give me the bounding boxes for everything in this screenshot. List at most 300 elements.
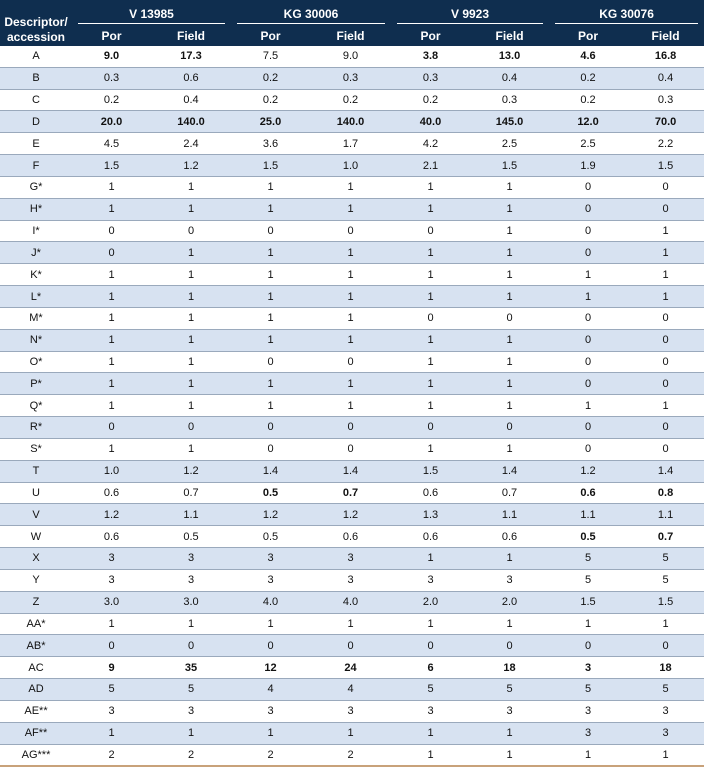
table-cell: 5 bbox=[470, 679, 549, 701]
table-cell: 1 bbox=[151, 286, 231, 308]
table-row bbox=[0, 460, 704, 482]
table-cell: 1 bbox=[549, 395, 627, 417]
row-descriptor: G* bbox=[0, 176, 72, 198]
table-cell: 1 bbox=[549, 613, 627, 635]
table-cell: 5 bbox=[391, 679, 470, 701]
table-cell: 1.3 bbox=[391, 504, 470, 526]
table-cell: 24 bbox=[310, 657, 391, 679]
table-cell: 0 bbox=[310, 635, 391, 657]
table-cell: 1.5 bbox=[627, 591, 704, 613]
table-cell: 0.2 bbox=[549, 67, 627, 89]
table-cell: 0 bbox=[549, 351, 627, 373]
table-cell: 13.0 bbox=[470, 46, 549, 67]
table-cell: 1 bbox=[151, 264, 231, 286]
table-cell: 0 bbox=[627, 635, 704, 657]
table-row bbox=[0, 67, 704, 89]
table-cell: 0 bbox=[231, 351, 310, 373]
table-cell: 1 bbox=[391, 329, 470, 351]
row-descriptor: W bbox=[0, 526, 72, 548]
table-cell: 1 bbox=[151, 351, 231, 373]
table-cell: 0 bbox=[549, 438, 627, 460]
table-cell: 0.8 bbox=[627, 482, 704, 504]
table-cell: 3 bbox=[470, 569, 549, 591]
table-cell: 0.6 bbox=[470, 526, 549, 548]
table-row bbox=[0, 176, 704, 198]
table-cell: 1 bbox=[72, 613, 151, 635]
table-cell: 1 bbox=[627, 264, 704, 286]
table-cell: 0 bbox=[470, 307, 549, 329]
table-cell: 0 bbox=[627, 438, 704, 460]
table-cell: 1.5 bbox=[470, 155, 549, 177]
table-cell: 0 bbox=[549, 220, 627, 242]
table-cell: 1 bbox=[549, 286, 627, 308]
table-cell: 1.1 bbox=[549, 504, 627, 526]
table-cell: 3 bbox=[549, 657, 627, 679]
table-cell: 3 bbox=[151, 548, 231, 570]
table-cell: 9.0 bbox=[310, 46, 391, 67]
table-cell: 1.4 bbox=[231, 460, 310, 482]
table-cell: 3 bbox=[72, 548, 151, 570]
table-cell: 2.0 bbox=[470, 591, 549, 613]
table-cell: 9 bbox=[72, 657, 151, 679]
table-cell: 4.5 bbox=[72, 133, 151, 155]
table-row bbox=[0, 417, 704, 439]
table-cell: 16.8 bbox=[627, 46, 704, 67]
row-descriptor: J* bbox=[0, 242, 72, 264]
row-descriptor: F bbox=[0, 155, 72, 177]
table-cell: 1 bbox=[72, 722, 151, 744]
row-descriptor: I* bbox=[0, 220, 72, 242]
table-row bbox=[0, 155, 704, 177]
table-cell: 1 bbox=[470, 264, 549, 286]
table-cell: 1 bbox=[470, 242, 549, 264]
table-cell: 1.2 bbox=[151, 460, 231, 482]
table-cell: 1 bbox=[231, 286, 310, 308]
table-cell: 0 bbox=[627, 373, 704, 395]
row-descriptor: AD bbox=[0, 679, 72, 701]
row-descriptor: K* bbox=[0, 264, 72, 286]
table-cell: 0.4 bbox=[470, 67, 549, 89]
row-descriptor: R* bbox=[0, 417, 72, 439]
table-cell: 1.5 bbox=[391, 460, 470, 482]
table-cell: 1.0 bbox=[72, 460, 151, 482]
table-cell: 1 bbox=[231, 242, 310, 264]
table-cell: 0.3 bbox=[310, 67, 391, 89]
row-descriptor: AA* bbox=[0, 613, 72, 635]
table-cell: 3 bbox=[549, 700, 627, 722]
table-cell: 0 bbox=[72, 417, 151, 439]
table-cell: 1 bbox=[549, 264, 627, 286]
table-cell: 3 bbox=[231, 569, 310, 591]
table-cell: 0 bbox=[391, 307, 470, 329]
table-cell: 1 bbox=[151, 395, 231, 417]
table-cell: 0.7 bbox=[627, 526, 704, 548]
table-cell: 0.6 bbox=[310, 526, 391, 548]
table-cell: 1 bbox=[72, 176, 151, 198]
table-cell: 0 bbox=[549, 635, 627, 657]
table-cell: 1 bbox=[391, 722, 470, 744]
table-cell: 0.2 bbox=[391, 89, 470, 111]
table-cell: 0 bbox=[231, 220, 310, 242]
table-cell: 1.5 bbox=[549, 591, 627, 613]
table-cell: 2 bbox=[72, 744, 151, 766]
table-cell: 1 bbox=[470, 548, 549, 570]
accession-name: KG 30076 bbox=[555, 7, 698, 24]
table-cell: 3 bbox=[470, 700, 549, 722]
table-cell: 0.6 bbox=[151, 67, 231, 89]
table-cell: 1 bbox=[470, 438, 549, 460]
table-cell: 1 bbox=[310, 176, 391, 198]
table-cell: 1 bbox=[470, 373, 549, 395]
table-row bbox=[0, 395, 704, 417]
table-cell: 1 bbox=[231, 176, 310, 198]
por-header: Por bbox=[72, 25, 151, 46]
table-cell: 3 bbox=[391, 700, 470, 722]
table-cell: 1.1 bbox=[470, 504, 549, 526]
field-header: Field bbox=[151, 25, 231, 46]
table-cell: 3.6 bbox=[231, 133, 310, 155]
descriptor-header: Descriptor/ accession bbox=[0, 0, 72, 46]
table-cell: 1 bbox=[391, 198, 470, 220]
table-cell: 0.5 bbox=[549, 526, 627, 548]
table-cell: 1 bbox=[391, 264, 470, 286]
table-cell: 5 bbox=[627, 569, 704, 591]
table-cell: 1.5 bbox=[231, 155, 310, 177]
table-cell: 3 bbox=[549, 722, 627, 744]
table-cell: 18 bbox=[470, 657, 549, 679]
row-descriptor: E bbox=[0, 133, 72, 155]
table-cell: 1.2 bbox=[231, 504, 310, 526]
table-cell: 0 bbox=[549, 307, 627, 329]
table-cell: 1 bbox=[310, 198, 391, 220]
table-cell: 2.2 bbox=[627, 133, 704, 155]
table-cell: 40.0 bbox=[391, 111, 470, 133]
table-row bbox=[0, 569, 704, 591]
table-cell: 1.5 bbox=[72, 155, 151, 177]
table-cell: 1 bbox=[151, 613, 231, 635]
table-cell: 0 bbox=[627, 176, 704, 198]
table-cell: 1.9 bbox=[549, 155, 627, 177]
table-cell: 35 bbox=[151, 657, 231, 679]
table-cell: 1 bbox=[310, 373, 391, 395]
table-cell: 3 bbox=[151, 569, 231, 591]
table-cell: 1.4 bbox=[470, 460, 549, 482]
table-cell: 9.0 bbox=[72, 46, 151, 67]
table-cell: 2.5 bbox=[549, 133, 627, 155]
table-row bbox=[0, 307, 704, 329]
table-cell: 0 bbox=[231, 417, 310, 439]
row-descriptor: Z bbox=[0, 591, 72, 613]
table-cell: 1 bbox=[72, 198, 151, 220]
accession-header bbox=[391, 0, 549, 25]
table-cell: 1.2 bbox=[310, 504, 391, 526]
table-cell: 0 bbox=[231, 438, 310, 460]
table-cell: 0 bbox=[151, 635, 231, 657]
table-row bbox=[0, 722, 704, 744]
table-cell: 4 bbox=[231, 679, 310, 701]
table-cell: 3 bbox=[231, 548, 310, 570]
table-cell: 25.0 bbox=[231, 111, 310, 133]
table-cell: 0 bbox=[627, 198, 704, 220]
table-cell: 0 bbox=[151, 417, 231, 439]
table-cell: 1 bbox=[310, 307, 391, 329]
table-cell: 70.0 bbox=[627, 111, 704, 133]
table-cell: 0 bbox=[627, 351, 704, 373]
table-cell: 1 bbox=[231, 722, 310, 744]
table-cell: 1 bbox=[391, 351, 470, 373]
table-cell: 0 bbox=[549, 198, 627, 220]
table-cell: 1 bbox=[72, 329, 151, 351]
table-cell: 1 bbox=[391, 176, 470, 198]
table-cell: 1 bbox=[470, 176, 549, 198]
table-cell: 1.0 bbox=[310, 155, 391, 177]
table-cell: 2 bbox=[231, 744, 310, 766]
table-cell: 0 bbox=[627, 417, 704, 439]
table-cell: 1 bbox=[151, 307, 231, 329]
row-descriptor: AE** bbox=[0, 700, 72, 722]
accession-header bbox=[72, 0, 231, 25]
accession-name: V 9923 bbox=[397, 7, 543, 24]
table-cell: 1.1 bbox=[151, 504, 231, 526]
table-cell: 0 bbox=[310, 417, 391, 439]
table-cell: 1 bbox=[310, 286, 391, 308]
table-cell: 1.7 bbox=[310, 133, 391, 155]
table-cell: 1 bbox=[151, 242, 231, 264]
table-cell: 1 bbox=[72, 286, 151, 308]
table-cell: 0.5 bbox=[231, 526, 310, 548]
accession-name: KG 30006 bbox=[237, 7, 385, 24]
table-cell: 0 bbox=[549, 242, 627, 264]
table-cell: 0.6 bbox=[549, 482, 627, 504]
table-cell: 1 bbox=[391, 613, 470, 635]
table-cell: 0.6 bbox=[72, 482, 151, 504]
table-cell: 1 bbox=[470, 220, 549, 242]
row-descriptor: D bbox=[0, 111, 72, 133]
table-cell: 0.4 bbox=[151, 89, 231, 111]
table-cell: 1 bbox=[627, 220, 704, 242]
table-cell: 1 bbox=[151, 438, 231, 460]
table-cell: 1 bbox=[470, 722, 549, 744]
table-cell: 0 bbox=[470, 417, 549, 439]
table-cell: 1 bbox=[470, 198, 549, 220]
table-cell: 0.7 bbox=[151, 482, 231, 504]
table-cell: 1 bbox=[470, 613, 549, 635]
table-cell: 0 bbox=[549, 417, 627, 439]
accession-header bbox=[549, 0, 704, 25]
por-header: Por bbox=[391, 25, 470, 46]
table-cell: 2 bbox=[151, 744, 231, 766]
table-row bbox=[0, 46, 704, 67]
table-cell: 17.3 bbox=[151, 46, 231, 67]
table-cell: 3 bbox=[72, 569, 151, 591]
table-cell: 0.7 bbox=[310, 482, 391, 504]
table-cell: 2.1 bbox=[391, 155, 470, 177]
table-cell: 0 bbox=[310, 220, 391, 242]
table-cell: 3 bbox=[391, 569, 470, 591]
table-cell: 0.2 bbox=[231, 67, 310, 89]
table-row bbox=[0, 482, 704, 504]
table-row bbox=[0, 591, 704, 613]
table-cell: 0 bbox=[391, 220, 470, 242]
table-cell: 1 bbox=[310, 264, 391, 286]
field-header: Field bbox=[627, 25, 704, 46]
table-cell: 1 bbox=[72, 351, 151, 373]
table-cell: 1 bbox=[391, 373, 470, 395]
table-cell: 0 bbox=[72, 220, 151, 242]
table-cell: 1.2 bbox=[151, 155, 231, 177]
table-cell: 0 bbox=[72, 635, 151, 657]
table-cell: 1 bbox=[151, 373, 231, 395]
table-cell: 140.0 bbox=[310, 111, 391, 133]
row-descriptor: AC bbox=[0, 657, 72, 679]
table-cell: 6 bbox=[391, 657, 470, 679]
row-descriptor: V bbox=[0, 504, 72, 526]
table-cell: 4.0 bbox=[231, 591, 310, 613]
table-cell: 1 bbox=[72, 395, 151, 417]
table-cell: 1 bbox=[310, 613, 391, 635]
table-cell: 0.6 bbox=[391, 526, 470, 548]
table-cell: 5 bbox=[549, 569, 627, 591]
table-row bbox=[0, 373, 704, 395]
table-cell: 1 bbox=[470, 286, 549, 308]
row-descriptor: Q* bbox=[0, 395, 72, 417]
row-descriptor: AG*** bbox=[0, 744, 72, 766]
table-cell: 2 bbox=[310, 744, 391, 766]
table-cell: 0.3 bbox=[470, 89, 549, 111]
table-cell: 1 bbox=[470, 329, 549, 351]
row-descriptor: T bbox=[0, 460, 72, 482]
table-cell: 1 bbox=[310, 395, 391, 417]
table-cell: 5 bbox=[549, 679, 627, 701]
table-cell: 1 bbox=[391, 242, 470, 264]
table-cell: 0.3 bbox=[391, 67, 470, 89]
table-cell: 0.7 bbox=[470, 482, 549, 504]
table-cell: 0.2 bbox=[310, 89, 391, 111]
table-cell: 1 bbox=[470, 395, 549, 417]
table-row bbox=[0, 351, 704, 373]
table-cell: 0 bbox=[627, 329, 704, 351]
table-cell: 1 bbox=[72, 264, 151, 286]
table-cell: 0 bbox=[549, 373, 627, 395]
table-cell: 0 bbox=[310, 351, 391, 373]
table-cell: 0 bbox=[231, 635, 310, 657]
table-row bbox=[0, 635, 704, 657]
table-cell: 5 bbox=[549, 548, 627, 570]
table-cell: 1 bbox=[231, 329, 310, 351]
table-cell: 18 bbox=[627, 657, 704, 679]
table-row bbox=[0, 133, 704, 155]
table-cell: 3 bbox=[72, 700, 151, 722]
table-cell: 0 bbox=[310, 438, 391, 460]
table-cell: 1 bbox=[391, 286, 470, 308]
row-descriptor: N* bbox=[0, 329, 72, 351]
row-descriptor: B bbox=[0, 67, 72, 89]
table-cell: 1 bbox=[151, 329, 231, 351]
table-cell: 12.0 bbox=[549, 111, 627, 133]
table-row bbox=[0, 700, 704, 722]
table-row bbox=[0, 111, 704, 133]
por-header: Por bbox=[549, 25, 627, 46]
table-cell: 0.5 bbox=[231, 482, 310, 504]
table-row bbox=[0, 504, 704, 526]
field-header: Field bbox=[470, 25, 549, 46]
table-cell: 1 bbox=[549, 744, 627, 766]
row-descriptor: O* bbox=[0, 351, 72, 373]
row-descriptor: Y bbox=[0, 569, 72, 591]
table-cell: 1 bbox=[151, 198, 231, 220]
table-cell: 1.2 bbox=[72, 504, 151, 526]
table-cell: 12 bbox=[231, 657, 310, 679]
table-cell: 1 bbox=[231, 613, 310, 635]
table-cell: 1 bbox=[627, 613, 704, 635]
table-cell: 0.5 bbox=[151, 526, 231, 548]
table-cell: 0.4 bbox=[627, 67, 704, 89]
table-cell: 0.3 bbox=[72, 67, 151, 89]
table-cell: 2.0 bbox=[391, 591, 470, 613]
table-cell: 5 bbox=[627, 679, 704, 701]
table-cell: 0 bbox=[549, 329, 627, 351]
field-header: Field bbox=[310, 25, 391, 46]
table-cell: 4 bbox=[310, 679, 391, 701]
table-row bbox=[0, 242, 704, 264]
table-cell: 3 bbox=[310, 548, 391, 570]
table-cell: 1 bbox=[391, 438, 470, 460]
table-cell: 1 bbox=[72, 373, 151, 395]
row-descriptor: S* bbox=[0, 438, 72, 460]
row-descriptor: AF** bbox=[0, 722, 72, 744]
table-cell: 4.0 bbox=[310, 591, 391, 613]
table-cell: 3 bbox=[151, 700, 231, 722]
table-cell: 3 bbox=[310, 569, 391, 591]
table-cell: 20.0 bbox=[72, 111, 151, 133]
table-cell: 0 bbox=[72, 242, 151, 264]
table-cell: 1 bbox=[470, 744, 549, 766]
por-header: Por bbox=[231, 25, 310, 46]
table-cell: 1 bbox=[391, 744, 470, 766]
table-cell: 140.0 bbox=[151, 111, 231, 133]
table-cell: 5 bbox=[627, 548, 704, 570]
table-cell: 3 bbox=[231, 700, 310, 722]
table-cell: 1 bbox=[627, 242, 704, 264]
table-cell: 0.3 bbox=[627, 89, 704, 111]
table-cell: 1.1 bbox=[627, 504, 704, 526]
table-row bbox=[0, 198, 704, 220]
table-cell: 1 bbox=[391, 395, 470, 417]
table-cell: 1 bbox=[231, 264, 310, 286]
table-cell: 1 bbox=[470, 351, 549, 373]
table-cell: 1.2 bbox=[549, 460, 627, 482]
row-descriptor: AB* bbox=[0, 635, 72, 657]
table-cell: 1 bbox=[72, 438, 151, 460]
row-descriptor: U bbox=[0, 482, 72, 504]
table-cell: 5 bbox=[72, 679, 151, 701]
table-cell: 1 bbox=[310, 722, 391, 744]
table-cell: 3 bbox=[310, 700, 391, 722]
table-body bbox=[0, 46, 704, 766]
table-cell: 0 bbox=[470, 635, 549, 657]
table-cell: 0 bbox=[151, 220, 231, 242]
table-row bbox=[0, 613, 704, 635]
table-cell: 3 bbox=[627, 700, 704, 722]
row-descriptor: X bbox=[0, 548, 72, 570]
table-cell: 0.2 bbox=[72, 89, 151, 111]
table-cell: 7.5 bbox=[231, 46, 310, 67]
table-cell: 1.4 bbox=[627, 460, 704, 482]
table-cell: 0 bbox=[391, 635, 470, 657]
table-cell: 0.2 bbox=[549, 89, 627, 111]
table-row bbox=[0, 548, 704, 570]
table-cell: 1 bbox=[151, 722, 231, 744]
